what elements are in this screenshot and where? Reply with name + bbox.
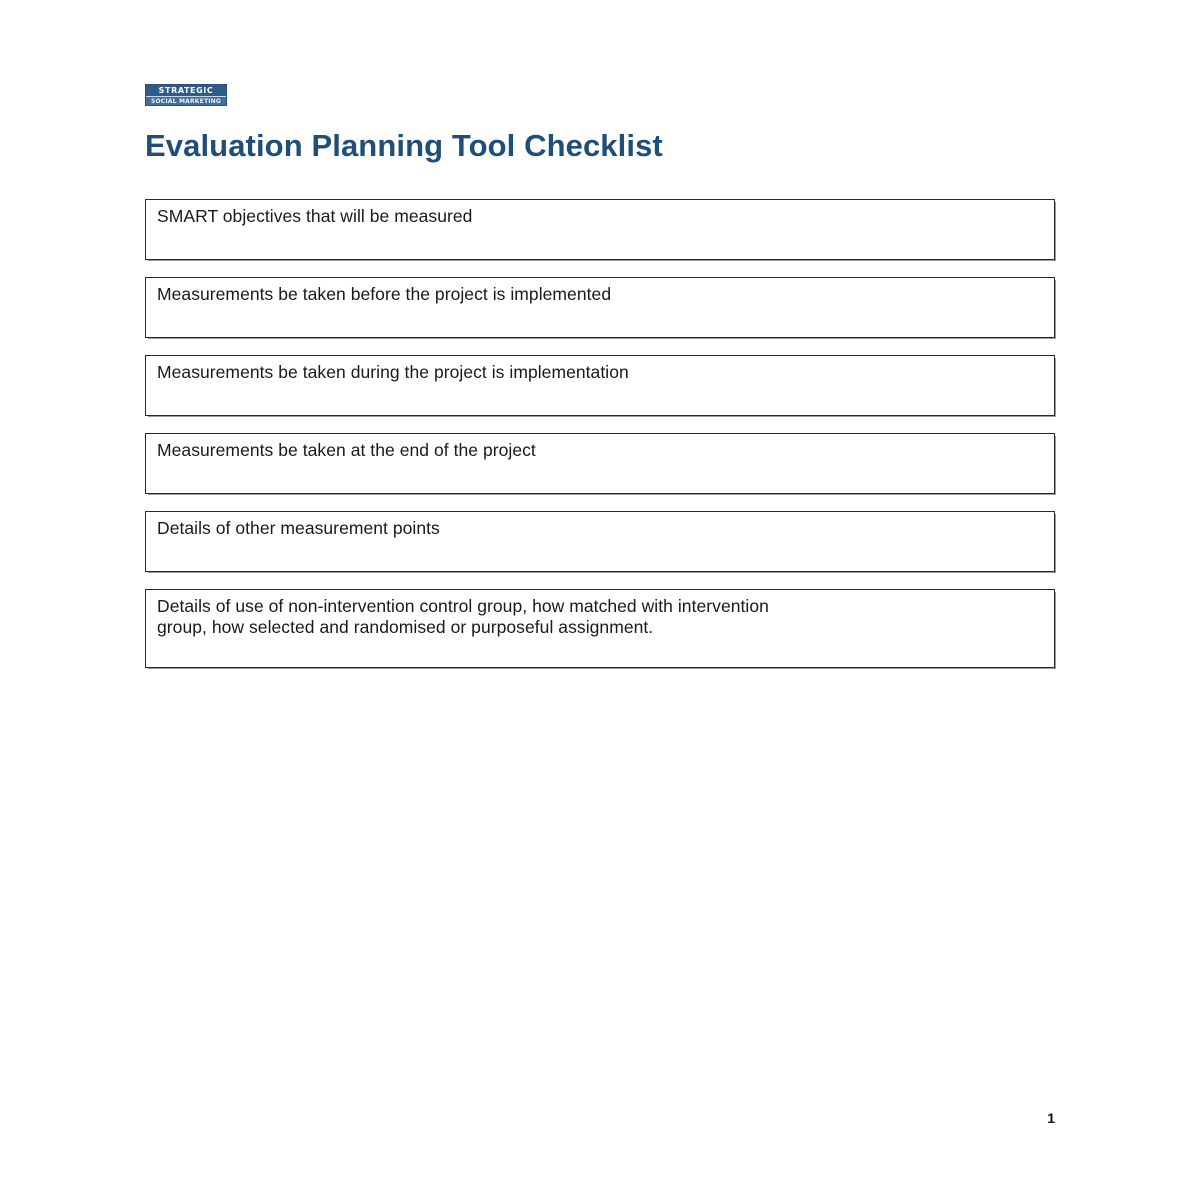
checklist-item-6[interactable]: [145, 589, 1055, 668]
checklist-item-4-label: Measurements be taken at the end of the project: [157, 440, 536, 460]
checklist-item-3-label: Measurements be taken during the project is implementation: [157, 362, 629, 382]
logo-line-strategic: STRATEGIC: [146, 85, 226, 96]
page-number: 1: [1047, 1110, 1055, 1126]
checklist-item-6-label: [157, 596, 1044, 638]
checklist-container: [145, 199, 1055, 685]
checklist-item-1-label: SMART objectives that will be measured: [157, 206, 473, 226]
checklist-item-2[interactable]: [145, 277, 1055, 338]
checklist-item-1[interactable]: [145, 199, 1055, 260]
checklist-item-5-label: Details of other measurement points: [157, 518, 440, 538]
checklist-item-4[interactable]: [145, 433, 1055, 494]
checklist-item-5[interactable]: [145, 511, 1055, 572]
checklist-item-2-label: Measurements be taken before the project is implemented: [157, 284, 612, 304]
logo-line-social-marketing: SOCIAL MARKETING: [146, 96, 226, 105]
page-title: Evaluation Planning Tool Checklist: [145, 128, 663, 163]
checklist-item-6-line1: Details of use of non-intervention control group, how matched with intervention: [157, 596, 769, 616]
checklist-item-3[interactable]: [145, 355, 1055, 416]
checklist-item-6-line2: group, how selected and randomised or purposeful assignment.: [157, 617, 654, 637]
strategic-social-marketing-logo: [145, 84, 227, 106]
